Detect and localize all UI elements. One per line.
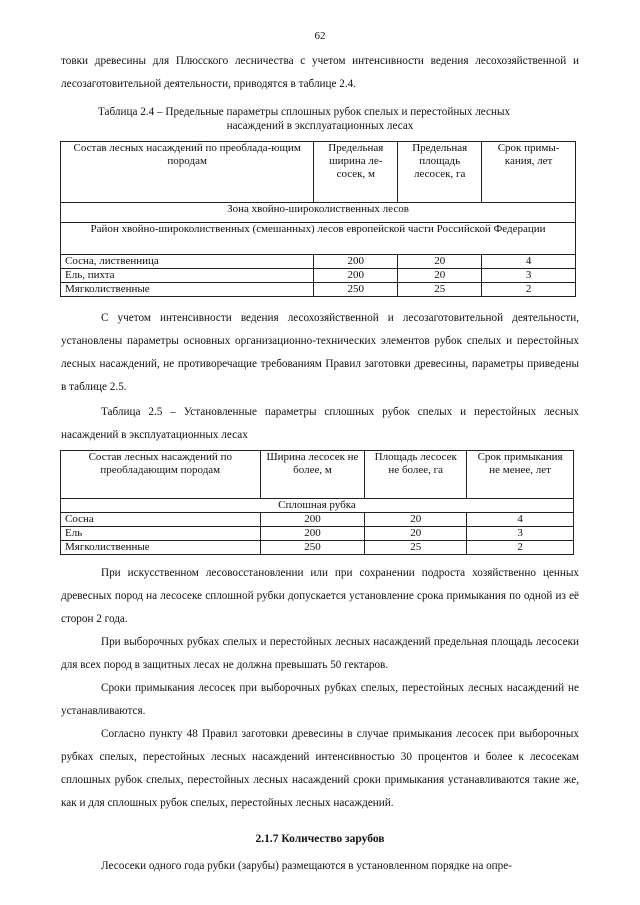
cell: 250	[314, 283, 398, 297]
cell: 4	[467, 513, 574, 527]
cell: 200	[260, 513, 365, 527]
header-composition: Состав лесных насаждений по преобладающим породам	[61, 451, 261, 499]
paragraph-selective-area: При выборочных рубках спелых и перестойных лесных насаждений предельная площадь лесосеки для всех пород в защитных лесах не должна превышать 50 гектаров.	[61, 636, 579, 671]
zone-row: Зона хвойно-широколиственных лесов	[61, 203, 576, 223]
header-area: Предельная площадь лесосек, га	[398, 142, 482, 203]
cell: Ель, пихта	[61, 269, 314, 283]
cell: 20	[365, 527, 467, 541]
table-2-5	[60, 450, 574, 555]
cell: 3	[482, 269, 576, 283]
cell: Мягколиственные	[61, 283, 314, 297]
header-adjacency: Срок примыкания не менее, лет	[467, 451, 574, 499]
paragraph-intro: товки древесины для Плюсского лесничества с учетом интенсивности ведения лесохозяйственной и лесозаготовительной деятельности, приводятся в таблице 2.4.	[61, 55, 579, 90]
table-2-4-caption-line2: насаждений в эксплуатационных лесах	[226, 120, 414, 132]
table-row	[61, 283, 576, 297]
cell: 3	[467, 527, 574, 541]
table-row	[61, 513, 574, 527]
cell: Сосна, лиственница	[61, 255, 314, 269]
cell: 200	[314, 269, 398, 283]
table-row	[61, 255, 576, 269]
cell: Мягколиственные	[61, 541, 261, 555]
paragraph-rule-48: Согласно пункту 48 Правил заготовки древесины в случае примыкания лесосек при выборочных рубках спелых, перестойных лесных насаждений интенсивностью 30 процентов и более к лесосекам сплошных рубок спелых, перестойных лесных насаждений сроки примыкания устанавливаются такие же, как и для сплошных рубок спелых, перестойных лесных насаждений.	[61, 728, 579, 809]
table-header-row	[61, 451, 574, 499]
cell: 25	[398, 283, 482, 297]
region-row: Район хвойно-широколиственных (смешанных) лесов европейской части Российской Федерации	[61, 223, 576, 255]
cell: Ель	[61, 527, 261, 541]
header-adjacency: Срок примы-кания, лет	[482, 142, 576, 203]
paragraph-cuttings: Лесосеки одного года рубки (зарубы) размещаются в установленном порядке на опре-	[101, 860, 512, 872]
header-width: Ширина лесосек не более, м	[260, 451, 365, 499]
table-row	[61, 527, 574, 541]
table-2-4	[60, 141, 576, 297]
table-header-row	[61, 142, 576, 203]
cell: Сосна	[61, 513, 261, 527]
section-heading: 2.1.7 Количество зарубов	[255, 833, 385, 845]
table-row	[61, 541, 574, 555]
paragraph-no-adjacency: Сроки примыкания лесосек при выборочных рубках спелых, перестойных лесных насаждений не устанавливаются.	[61, 682, 579, 717]
cell: 20	[365, 513, 467, 527]
header-area: Площадь лесосек не более, га	[365, 451, 467, 499]
cell: 20	[398, 269, 482, 283]
header-width: Предельная ширина ле-сосек, м	[314, 142, 398, 203]
subheader-row: Сплошная рубка	[61, 499, 574, 513]
cell: 200	[314, 255, 398, 269]
cell: 200	[260, 527, 365, 541]
table-2-5-caption: Таблица 2.5 – Установленные параметры сплошных рубок спелых и перестойных лесных насаждений в эксплуатационных лесах	[61, 406, 579, 441]
paragraph-artificial-regeneration: При искусственном лесовосстановлении или при сохранении подроста хозяйственно ценных древесных пород на лесосеке сплошной рубки допускается установление срока примыкания по одной из её сторон 2 года.	[61, 567, 579, 625]
cell: 250	[260, 541, 365, 555]
cell: 4	[482, 255, 576, 269]
header-composition: Состав лесных насаждений по преоблада-ющим породам	[61, 142, 314, 203]
paragraph-parameters: С учетом интенсивности ведения лесохозяйственной и лесозаготовительной деятельности, установлены параметры основных организационно-технических элементов рубок спелых и перестойных лесных насаждений, не противоречащие требованиям Правил заготовки древесины, параметры приведены в таблице 2.5.	[61, 312, 579, 393]
cell: 2	[482, 283, 576, 297]
cell: 2	[467, 541, 574, 555]
cell: 25	[365, 541, 467, 555]
table-row	[61, 269, 576, 283]
cell: 20	[398, 255, 482, 269]
table-2-4-caption-line1: Таблица 2.4 – Предельные параметры сплошных рубок спелых и перестойных лесных	[98, 106, 511, 118]
page-number: 62	[314, 30, 326, 42]
